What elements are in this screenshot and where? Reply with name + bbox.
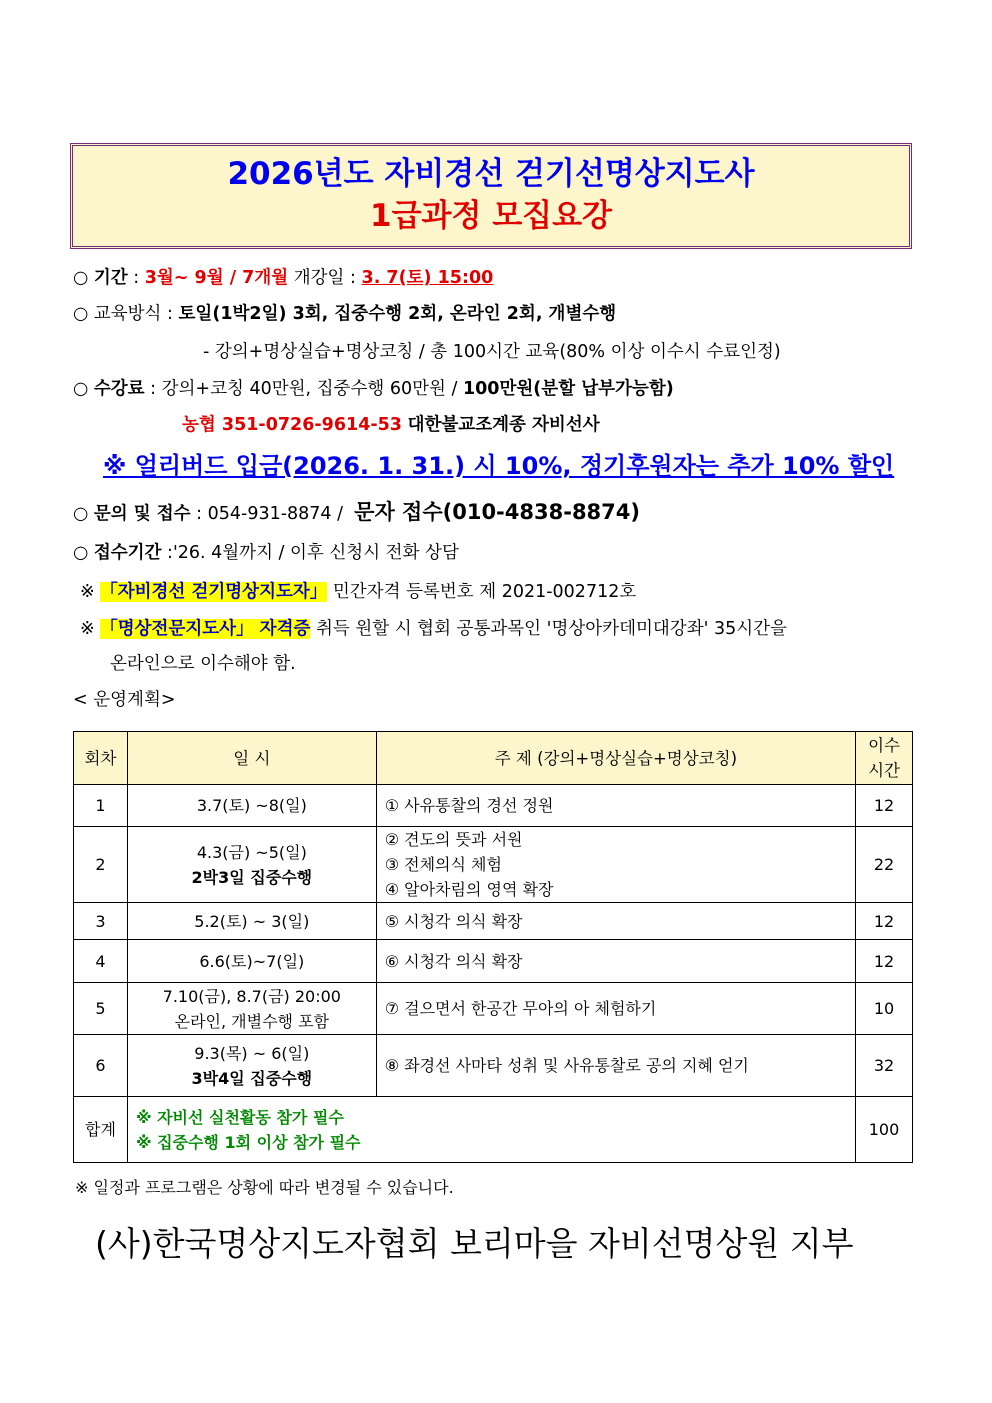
note2: ※ 「명상전문지도사」 자격증 취득 원할 시 협회 공통과목인 '명상아카데미대강좌' 35시간을 <box>80 619 787 639</box>
organization-footer: (사)한국명상지도자협회 보리마을 자비선명상원 지부 <box>95 1224 854 1263</box>
table-row: 3 5.2(토) ~ 3(일) ⑤ 시청각 의식 확장 12 <box>74 903 913 940</box>
title-line2: 1급과정 모집요강 <box>370 198 612 234</box>
table-header: 회차 일 시 주 제 (강의+명상실습+명상코칭) 이수 시간 <box>74 732 913 785</box>
note1: ※ 「자비경선 걷기명상지도자」 민간자격 등록번호 제 2021-002712호 <box>80 582 637 602</box>
plan-label: < 운영계획> <box>73 690 176 710</box>
contact-line: ○ 문의 및 접수 : 054-931-8874 / 문자 접수(010-4838-8874) <box>73 500 640 524</box>
title-box <box>70 143 912 249</box>
table-total-row: 합계 ※ 자비선 실천활동 참가 필수 ※ 집중수행 1회 이상 참가 필수 100 <box>74 1097 913 1163</box>
table-row: 4 6.6(토)~7(일) ⑥ 시청각 의식 확장 12 <box>74 940 913 983</box>
method-sub: - 강의+명상실습+명상코칭 / 총 100시간 교육(80% 이상 이수시 수료인정) <box>203 342 781 362</box>
table-row: 6 9.3(목) ~ 6(일) 3박4일 집중수행 ⑧ 좌경선 사마타 성취 및 사유통찰로 공의 지혜 얻기 32 <box>74 1035 913 1097</box>
bank-line: 농협 351-0726-9614-53 대한불교조계종 자비선사 <box>182 415 600 435</box>
method-line: ○ 교육방식 : 토일(1박2일) 3회, 집중수행 2회, 온라인 2회, 개별수행 <box>73 304 617 324</box>
note2-line2: 온라인으로 이수해야 함. <box>110 654 296 674</box>
table-row: 1 3.7(토) ~8(일) ① 사유통찰의 경선 정원 12 <box>74 785 913 827</box>
title-line1: 2026년도 자비경선 걷기선명상지도사 <box>227 156 755 192</box>
early-bird-notice: ※ 얼리버드 입금(2026. 1. 31.) 시 10%, 정기후원자는 추가 10% 할인 <box>103 452 895 480</box>
table-row: 2 4.3(금) ~5(일) 2박3일 집중수행 ② 견도의 뜻과 서원 ③ 전체의식 체험 ④ 알아차림의 영역 확장 22 <box>74 827 913 903</box>
fee-line: ○ 수강료 : 강의+코칭 40만원, 집중수행 60만원 / 100만원(분할 납부가능함) <box>73 379 674 399</box>
apply-line: ○ 접수기간 :'26. 4월까지 / 이후 신청시 전화 상담 <box>73 543 459 563</box>
change-notice: ※ 일정과 프로그램은 상황에 따라 변경될 수 있습니다. <box>75 1178 454 1197</box>
table-row: 5 7.10(금), 8.7(금) 20:00 온라인, 개별수행 포함 ⑦ 걸으면서 한공간 무아의 아 체험하기 10 <box>74 983 913 1035</box>
period-line: ○ 기간 : 3월~ 9월 / 7개월 개강일 : 3. 7(토) 15:00 <box>73 268 494 288</box>
schedule-table <box>73 731 913 1163</box>
